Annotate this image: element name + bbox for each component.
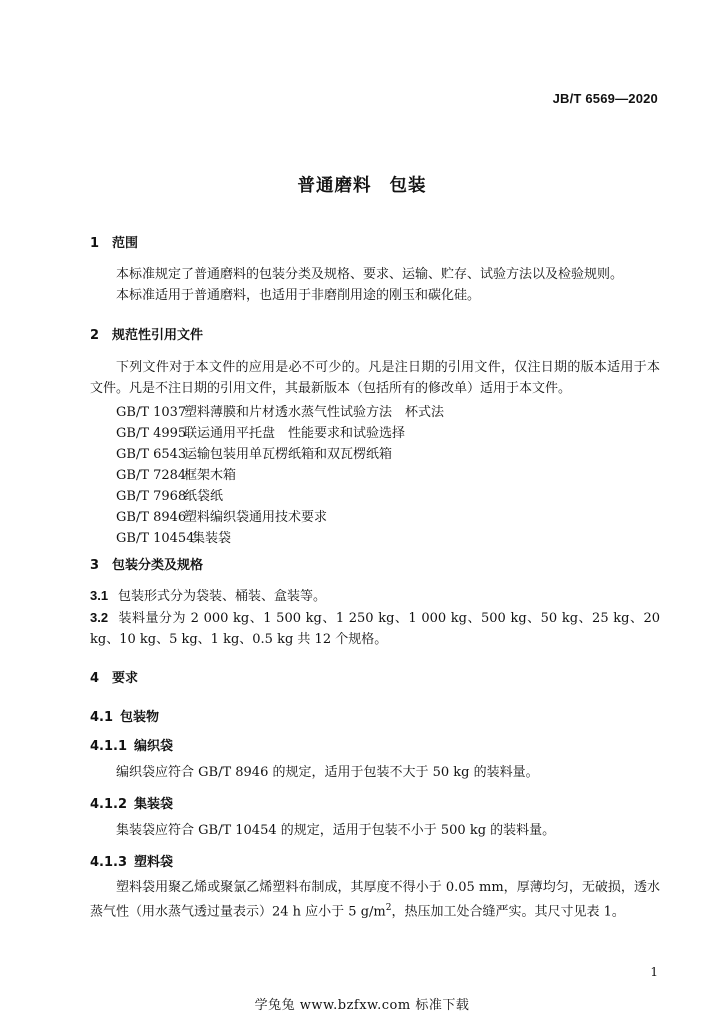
page-title [0, 172, 724, 197]
section-1-paragraph-2: 本标准适用于普通磨料，也适用于非磨削用途的刚玉和碳化硅。 [116, 288, 481, 303]
section-4-heading: 4 要求 [90, 671, 139, 686]
reference-item: GB/T 8946塑料编织袋通用技术要求 [116, 510, 328, 525]
reference-item: GB/T 10454集装袋 [116, 531, 232, 546]
reference-item: GB/T 1037塑料薄膜和片材透水蒸气性试验方法 杯式法 [116, 405, 445, 420]
title-part-2: 包装 [389, 176, 427, 196]
section-3-heading: 3 包装分类及规格 [90, 558, 204, 573]
section-2-intro: 下列文件对于本文件的应用是必不可少的。凡是注日期的引用文件，仅注日期的版本适用于本文件。凡是不注日期的引用文件，其最新版本（包括所有的修改单）适用于本文件。 [90, 360, 660, 396]
reference-item: GB/T 7284框架木箱 [116, 468, 237, 483]
clause-3-2: 3.2 装料量分为 2 000 kg、1 500 kg、1 250 kg、1 000 kg、500 kg、50 kg、25 kg、20 kg、10 kg、5 kg、1 kg、0.5 kg 共 12 个规格。 [90, 610, 660, 647]
title-part-1: 普通磨料 [297, 176, 372, 196]
section-4-1-2-text: 集装袋应符合 GB/T 10454 的规定，适用于包装不小于 500 kg 的装料量。 [116, 823, 556, 838]
standard-code: JB/T 6569—2020 [552, 91, 658, 106]
section-4-1-1-heading: 4.1.1 编织袋 [90, 739, 174, 754]
reference-item: GB/T 6543运输包装用单瓦楞纸箱和双瓦楞纸箱 [116, 447, 393, 462]
section-4-1-1-text: 编织袋应符合 GB/T 8946 的规定，适用于包装不大于 50 kg 的装料量。 [116, 765, 539, 780]
section-4-1-2-heading: 4.1.2 集装袋 [90, 797, 174, 812]
section-1-paragraph-1: 本标准规定了普通磨料的包装分类及规格、要求、运输、贮存、试验方法以及检验规则。 [116, 267, 624, 282]
reference-item: GB/T 7968纸袋纸 [116, 489, 224, 504]
section-4-1-3-text: 塑料袋用聚乙烯或聚氯乙烯塑料布制成，其厚度不得小于 0.05 mm，厚薄均匀，无破损，透水蒸气性（用水蒸气透过量表示）24 h 应小于 5 $g/m^2$，热压加工处合缝严实。其尺寸见表 1。 [90, 880, 660, 920]
reference-item: GB/T 4995联运通用平托盘 性能要求和试验选择 [116, 426, 406, 441]
section-4-1-heading: 4.1 包装物 [90, 710, 160, 725]
clause-3-1: 3.1 包装形式分为袋装、桶装、盒装等。 [90, 588, 327, 604]
footer-watermark: 学兔兔 www.bzfxw.com 标准下载 [254, 998, 470, 1013]
section-1-heading: 1 范围 [90, 236, 139, 251]
section-4-1-3-heading: 4.1.3 塑料袋 [90, 855, 174, 870]
section-2-heading: 2 规范性引用文件 [90, 328, 204, 343]
page-number: 1 [650, 965, 658, 979]
